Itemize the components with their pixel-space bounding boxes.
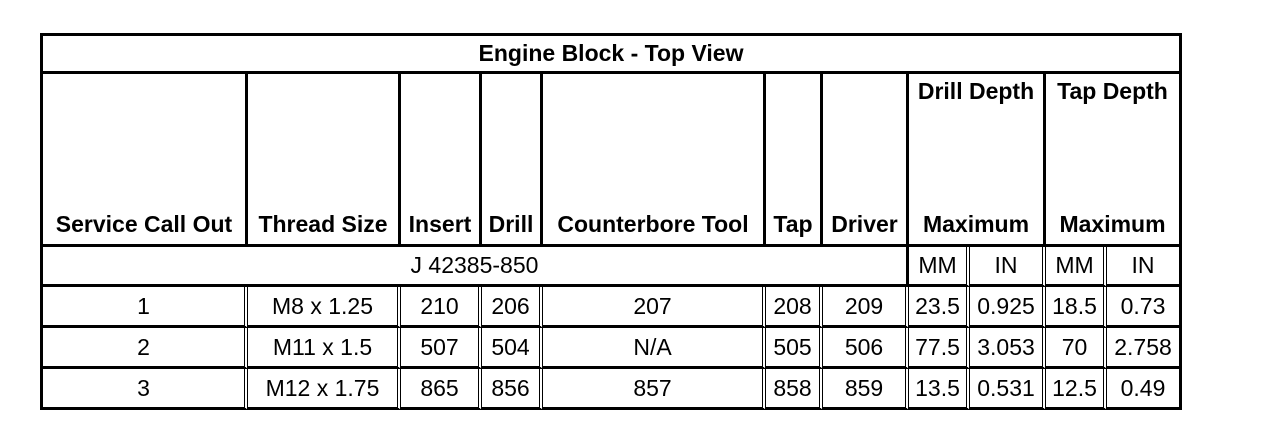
table-title: Engine Block - Top View (43, 36, 1182, 74)
table-row (43, 369, 1182, 410)
cell-tap: 505 (766, 328, 823, 369)
cell-drill-in: 3.053 (970, 328, 1046, 369)
header-tap: Tap (766, 74, 823, 247)
unit-tap-in: IN (1107, 247, 1182, 287)
cell-insert: 865 (401, 369, 482, 410)
tool-kit-row (43, 247, 1182, 287)
header-service-call-out: Service Call Out (43, 74, 248, 247)
cell-drill: 206 (482, 287, 543, 328)
header-driver: Driver (823, 74, 909, 247)
unit-drill-in: IN (970, 247, 1046, 287)
header-tap-depth (1046, 74, 1182, 247)
cell-thread-size: M11 x 1.5 (248, 328, 401, 369)
header-row (43, 74, 1182, 247)
cell-thread-size: M8 x 1.25 (248, 287, 401, 328)
cell-drill: 504 (482, 328, 543, 369)
engine-block-spec-table (40, 33, 1182, 410)
cell-drill-mm: 13.5 (909, 369, 970, 410)
cell-counterbore: N/A (543, 328, 766, 369)
title-row (43, 36, 1182, 74)
header-counterbore-tool: Counterbore Tool (543, 74, 766, 247)
header-drill: Drill (482, 74, 543, 247)
cell-driver: 506 (823, 328, 909, 369)
table-row (43, 328, 1182, 369)
cell-drill-mm: 77.5 (909, 328, 970, 369)
header-drill-depth (909, 74, 1046, 247)
tool-kit-number: J 42385-850 (43, 247, 909, 287)
header-thread-size: Thread Size (248, 74, 401, 247)
cell-counterbore: 857 (543, 369, 766, 410)
cell-tap-mm: 18.5 (1046, 287, 1107, 328)
unit-drill-mm: MM (909, 247, 970, 287)
cell-call-out: 2 (43, 328, 248, 369)
cell-drill-in: 0.531 (970, 369, 1046, 410)
table-row (43, 287, 1182, 328)
spec-table-container (40, 33, 1182, 410)
cell-driver: 209 (823, 287, 909, 328)
cell-tap: 858 (766, 369, 823, 410)
tap-depth-label: Tap Depth (1057, 78, 1168, 104)
cell-thread-size: M12 x 1.75 (248, 369, 401, 410)
cell-call-out: 1 (43, 287, 248, 328)
cell-insert: 507 (401, 328, 482, 369)
cell-tap-in: 0.49 (1107, 369, 1182, 410)
unit-tap-mm: MM (1046, 247, 1107, 287)
cell-drill-in: 0.925 (970, 287, 1046, 328)
cell-call-out: 3 (43, 369, 248, 410)
cell-tap: 208 (766, 287, 823, 328)
drill-depth-maximum-label: Maximum (922, 211, 1030, 237)
cell-tap-in: 2.758 (1107, 328, 1182, 369)
cell-insert: 210 (401, 287, 482, 328)
drill-depth-label: Drill Depth (917, 78, 1035, 104)
cell-driver: 859 (823, 369, 909, 410)
cell-tap-in: 0.73 (1107, 287, 1182, 328)
cell-drill: 856 (482, 369, 543, 410)
cell-tap-mm: 12.5 (1046, 369, 1107, 410)
cell-tap-mm: 70 (1046, 328, 1107, 369)
header-insert: Insert (401, 74, 482, 247)
cell-drill-mm: 23.5 (909, 287, 970, 328)
tap-depth-maximum-label: Maximum (1059, 211, 1166, 237)
cell-counterbore: 207 (543, 287, 766, 328)
